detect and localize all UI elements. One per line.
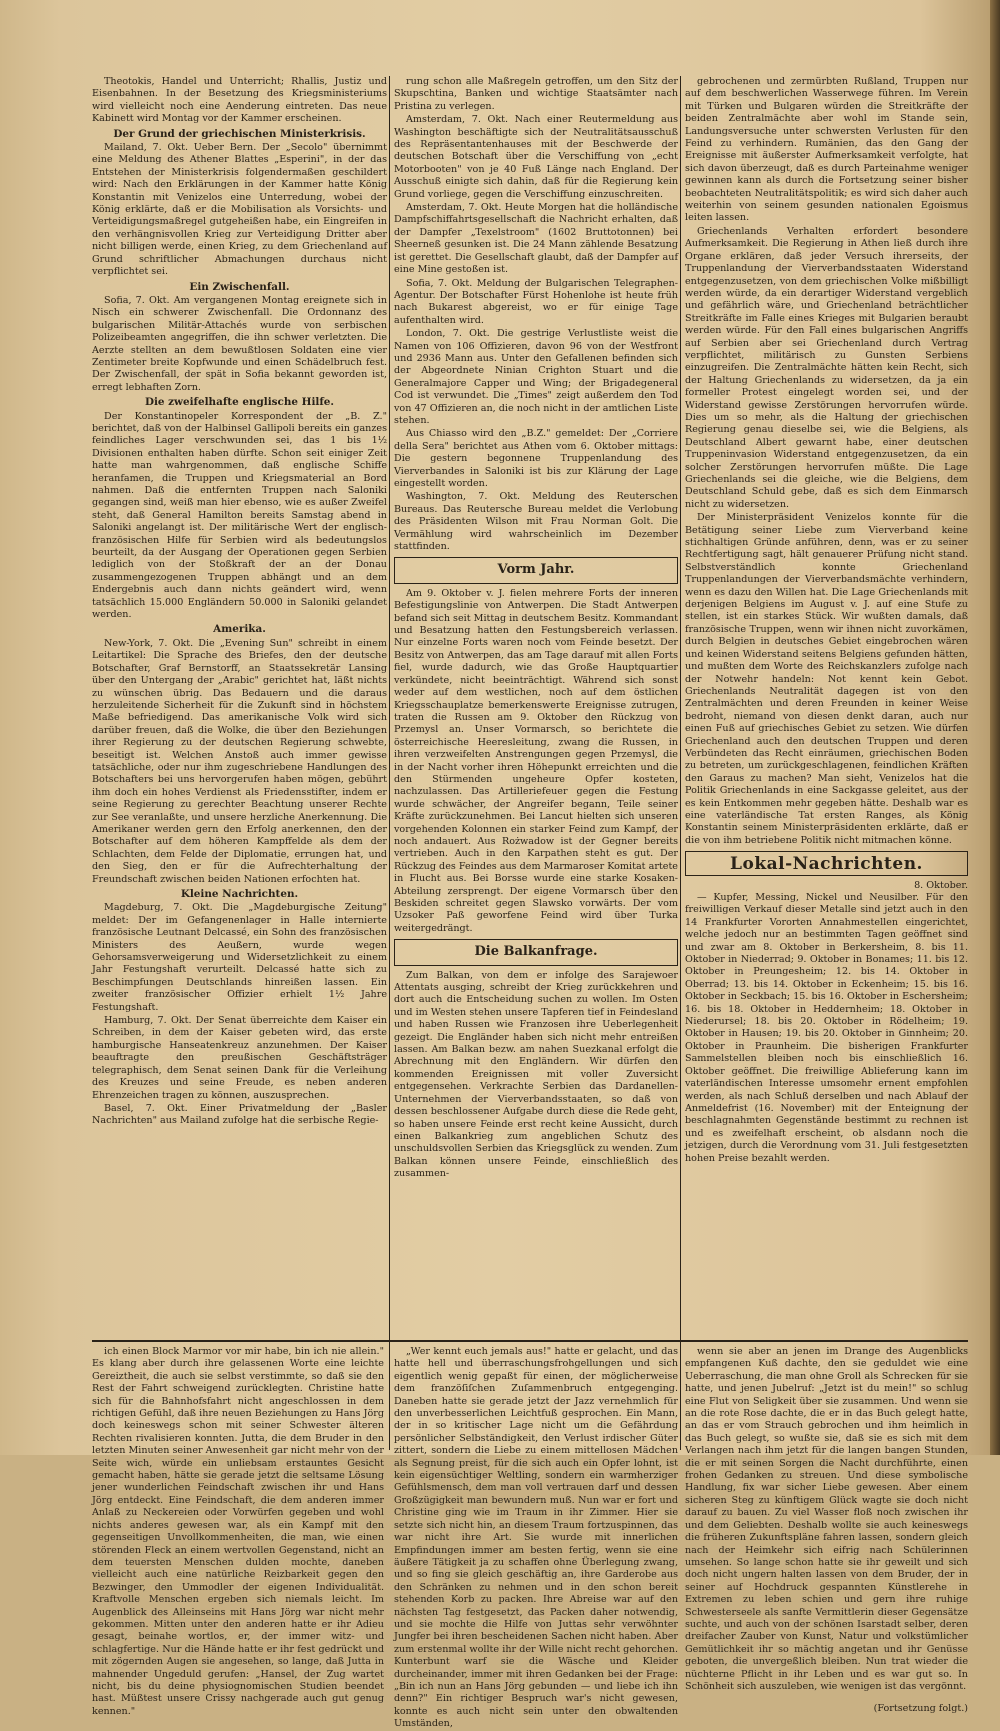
paragraph: Magdeburg, 7. Okt. Die „Magdeburgische Zeitung" meldet: Der im Gefangenenlager in Halle internierte französische Leutnant Delcassé, ein Sohn des französischen Ministers des Aeußern, wurde wegen Gehorsamsverweigerung und Widersetzlichkeit zu einem Jahr Festungshaft verurteilt. Delcassé hatte sich zu Beschimpfungen Deutschlands hinreißen lassen. Ein zweiter französischer Offizier erhielt 1½ Jahre Festungshaft. bbox=[92, 902, 387, 1013]
continuation-note: (Fortsetzung folgt.) bbox=[873, 1703, 968, 1715]
paragraph: Basel, 7. Okt. Einer Privatmeldung der „Basler Nachrichten" aus Mailand zufolge hat die serbische Regie- bbox=[92, 1102, 387, 1127]
paragraph: rung schon alle Maßregeln getroffen, um den Sitz der Skupschtina, Banken und wichtige Staatsämter nach Pristina zu verlegen. bbox=[394, 76, 678, 112]
headline: Kleine Nachrichten. bbox=[180, 888, 299, 900]
paragraph: Mailand, 7. Okt. Ueber Bern. Der „Secolo" übernimmt eine Meldung des Athener Blattes „Esperini", in der das Entstehen der Ministerkrisis folgendermaßen geschildert wird: Nach den Erklärungen in der Kammer hatte König Konstantin mit Venizelos eine Unterredung, wobei der König erklärte, daß er die Mobilisation als Vorsichts- und Verteidigungsmaßregel gutgeheißen habe, ein Eingreifen in den verhängnisvollen Krieg zur Verteidigung Dritter aber nicht billigen werde, einen Krieg, zu dem Griechenland auf Grund schriftlicher Abmachungen durchaus nicht verpflichtet sei. bbox=[92, 142, 387, 278]
page-edge bbox=[990, 0, 1000, 1455]
section-title: Die Balkanfrage. bbox=[474, 944, 598, 960]
column-rule bbox=[389, 76, 390, 1450]
paragraph: Aus Chiasso wird den „B.Z." gemeldet: Der „Corriere della Sera" berichtet aus Athen vom 6. Oktober mittags: Die gestern begonnene Truppenlandung des Vierverbandes in Saloniki ist bis zur Klärung der Lage eingestellt worden. bbox=[394, 428, 678, 489]
paragraph: Der Ministerpräsident Venizelos konnte für die Betätigung seiner Liebe zum Vierverband keine stichhaltigen Gründe anführen, denn, was er zu seiner Rechtfertigung sagt, hält genauerer Prüfung nicht stand. Selbstverständlich konnte Griechenland Truppenlandungen der Vierverbandsmächte verhindern, wenn es dazu den Willen hat. Die Lage Griechenlands mit derjenigen Belgiens im August v. J. auf eine Stufe zu stellen, ist ein starkes Stück. Wir wußten damals, daß französische Truppen, wenn wir ihnen nicht zuvorkämen, durch Belgien in deutsches Gebiet eingebrochen wären und keinen Widerstand seitens Belgiens gefunden hätten, und mußten dem Worte des Reichskanzlers zufolge nach der Notwehr handeln: Not kennt kein Gebot. Griechenlands Neutralität dagegen ist von den Zentralmächten und deren Freunden in keiner Weise bedroht, niemand von diesen denkt daran, auch nur einen Fuß auf griechisches Gebiet zu setzen. Wie dürfen Griechenland auch den deutschen Truppen und deren Verbündeten das Recht einräumen, griechischen Boden zu betreten, um zurückgeschlagenen, feindlichen Kräften den Garaus zu machen? Man sieht, Venizelos hat die Politik Griechenlands in eine Sackgasse geleitet, aus der es kein Entkommen mehr gegeben hätte. Deshalb war es eine vaterländische Tat ersten Ranges, als König Konstantin seinem Ministerpräsidenten erklärte, daß er die von ihm betriebene Politik nicht mitmachen könne. bbox=[685, 512, 968, 846]
paragraph: Hamburg, 7. Okt. Der Senat überreichte dem Kaiser ein Schreiben, in dem der Kaiser gebeten wird, das erste hamburgische Hanseatenkreuz anzunehmen. Der Kaiser beauftragte den preußischen Geschäftsträger telegraphisch, dem Senat seinen Dank für die Verleihung des Kreuzes und seine Freude, es neben anderen Ehrenzeichen tragen zu können, auszusprechen. bbox=[92, 1015, 387, 1101]
paragraph: Theotokis, Handel und Unterricht; Rhallis, Justiz und Eisenbahnen. In der Besetzung des Kriegsministeriums wird vielleicht noch eine Aenderung eintreten. Das neue Kabinett wird Montag vor der Kammer erscheinen. bbox=[92, 76, 387, 125]
paragraph: New-York, 7. Okt. Die „Evening Sun" schreibt in einem Leitartikel: Die Sprache des Briefes, den der deutsche Botschafter, Graf Bernstorff, an Staatssekretär Lansing über den Untergang der „Arabic" gerichtet hat, läßt nichts zu wünschen übrig. Das Bedauern und die daraus herzuleitende Sicherheit für die Zukunft sind in höchstem Maße befriedigend. Das amerikanische Volk wird sich darüber freuen, daß die Wolke, die über den Beziehungen ihrer Regierung zu der deutschen Regierung schwebte, beseitigt ist. Welchen Anstoß auch immer gewisse tatsächliche, oder nur ihm zugeschriebene Handlungen des Botschafters bei uns hervorgerufen haben mögen, gebührt ihm doch ein hohes Verdienst als Friedensstifter, indem er seine Regierung zu gerechter Beachtung unserer Rechte zur See veranlaßte, und unsere herzliche Anerkennung. Die Amerikaner werden gern den Erfolg anerkennen, den der Botschafter auf dem höheren Kampffelde als dem der Schlachten, dem Felde der Diplomatie, errungen hat, und den Sieg, den er für die Aufrechterhaltung der Freundschaft zwischen beiden Nationen erfochten hat. bbox=[92, 637, 387, 885]
paragraph: Amsterdam, 7. Okt. Heute Morgen hat die holländische Dampfschiffahrtsgesellschaft die Nachricht erhalten, daß der Dampfer „Texelstroom" (1602 Bruttotonnen) bei Sheerneß gesunken ist. Die 24 Mann zählende Besatzung ist gerettet. Die Gesellschaft glaubt, daß der Dampfer auf eine Mine gestoßen ist. bbox=[394, 202, 678, 276]
paragraph: Griechenlands Verhalten erfordert besondere Aufmerksamkeit. Die Regierung in Athen ließ durch ihre Organe erklären, daß jeder Versuch ihrerseits, der Truppenlandung der Vierverbandsstaaten Widerstand entgegenzusetzen, von dem griechischen Volke mißbilligt werden würde, da ein derartiger Widerstand vergeblich und gefährlich wäre, und Griechenland beträchtlicher Streitkräfte im Falle eines Krieges mit Bulgarien beraubt werden würde. Für den Fall eines bulgarischen Angriffs auf Serbien aber sei Griechenland durch Vertrag verpflichtet, militärisch zu Gunsten Serbiens einzugreifen. Die Zentralmächte hätten kein Recht, sich der Haltung Griechenlands zu widersetzen, da ja ein formeller Protest eingelegt worden sei, und der Widerstand gewisse Zerstörungen hervorrufen würde. Dies um so mehr, als die Haltung der griechischen Regierung genau dieselbe sei, wie die Belgiens, als Deutschland Albert gewarnt habe, einer deutschen Truppeninvasion Widerstand entgegenzusetzen, da ein solcher Zerstörungen hervorrufen müßte. Die Lage Griechenlands sei die gleiche, wie die Belgiens, dem Deutschland Schuld gebe, daß es sich dem Einmarsch nicht zu widersetzen. bbox=[685, 225, 968, 510]
headline: Ein Zwischenfall. bbox=[189, 280, 290, 293]
section-box bbox=[685, 851, 968, 875]
paragraph: ich einen Block Marmor vor mir habe, bin ich nie allein." Es klang aber durch ihre gelassenen Worte eine leichte Gereiztheit, die auch sie selbst verstimmte, so daß sie den Rest der Fahrt schweigend zurücklegten. Christine hatte sich für die Bahnhofsfahrt nicht angeschlossen in dem richtigen Gefühl, daß ihre neuen Beziehungen zu Hans Jörg doch keineswegs schon mit seiner Schwester älteren Rechten rivalisieren konnten. Jutta, die dem Bruder in den letzten Minuten seiner Anwesenheit gar nicht mehr von der Seite wich, würde ein unliebsam erstauntes Gesicht gemacht haben, hätte sie gerade jetzt die seltsame Lösung jener wunderlichen Feindschaft zwischen ihr und Hans Jörg entdeckt. Eine Feindschaft, die dem anderen immer Anlaß zu Neckereien oder Vorwürfen gegeben und wohl nichts anderes gewesen war, als ein Kampf mit den gegenseitigen Unvollkommenheiten, die man, wie einen störenden Fleck an einem wertvollen Gegenstand, nicht an dem teuersten Menschen dulden mochte, daneben vielleicht auch eine natürliche Reizbarkeit gegen den Bezwinger, den Ummodler der eigenen Individualität. Kraftvolle Menschen ergeben sich niemals leicht. Im Augenblick des Alleinseins mit Hans Jörg war nicht mehr gekommen. Mitten unter den anderen hatte er ihr Adieu gesagt, beinahe wortlos, er, der immer witz- und schlagfertige. Nur die Hände hatte er ihr fest gedrückt und mit zögernden Augen sie angesehen, so lange, daß Jutta in mahnender Ungeduld gerufen: „Hansel, der Zug wartet nicht, bis du deine physiognomischen Studien beendet hast. Müßtest unsere Crissy nachgerade auch gut genug kennen." bbox=[92, 1346, 384, 1717]
paragraph: wenn sie aber an jenen im Drange des Augenblicks empfangenen Kuß dachte, den sie geduldet wie eine Ueberraschung, die man ohne Groll als Schrecken für sie hatte, und jenen Jubelruf: „Jetzt ist du mein!" so schlug eine Flut von Seligkeit über sie zusammen. Und wenn sie an die rote Rose dachte, die er in das Buch gelegt hatte, an das er vom Strauch gebrochen und ihm heimlich in das Buch gelegt, so wußte sie, daß sie es sich mit dem Verlangen nach ihm jetzt für die langen bangen Stunden, die er mit seinen Sorgen die Nacht durchführte, einen frohen Gedanken zu streuen. Und diese symbolische Handlung, fix war sicher Liebe gewesen. Aber einem sicheren Steg zu künftigem Glück wagte sie doch nicht darauf zu bauen. Zu viel Wasser floß noch zwischen ihr und dem Geliebten. Deshalb wollte sie auch keineswegs die früheren Zukunftspläne fahren lassen, sondern gleich nach der Heimkehr sich eifrig nach Schülerinnen umsehen. So lange schon hatte sie ihr geweilt und sich doch nicht ungern halten lassen von dem Bruder, der in seiner auf Hochdruck gespannten Künstlerehe in Extremen zu leben schien und gern ihre ruhige Schwesterseele als sanfte Vermittlerin dieser Gegensätze suchte, und auch von der schönen Isarstadt selber, deren dreifacher Zauber von Kunst, Natur und volkstümlicher Gemütlichkeit ihr so mächtig angetan und ihr Genüsse geboten, die unvergeßlich bleiben. Nun trat wieder die nüchterne Pflicht in ihr Leben und es war gut so. In Schönheit sich auszuleben, wie wenigen ist das vergönnt. bbox=[685, 1346, 968, 1692]
section-box bbox=[394, 939, 678, 965]
headline: Die zweifelhafte englische Hilfe. bbox=[144, 396, 335, 409]
section-title: Lokal-Nachrichten. bbox=[730, 854, 923, 875]
column-1 bbox=[92, 76, 387, 1338]
paragraph: Der Konstantinopeler Korrespondent der „B. Z." berichtet, daß von der Halbinsel Gallipoli bereits ein ganzes feindliches Lager verschwunden sei, das 1 bis 1½ Divisionen enthalten haben dürfte. Schon seit einiger Zeit hatte man wahrgenommen, daß englische Schiffe heranfamen, die Truppen und Kriegsmaterial an Bord nahmen. Daß die entfernten Truppen nach Saloniki gegangen sind, weiß man hier ebenso, wie es außer Zweifel steht, daß General Hamilton bereits Samstag abend in Saloniki angelangt ist. Der militärische Wert der englisch-französischen Hilfe für Serbien wird als bedeutungslos beurteilt, da der Ausgang der Operationen gegen Serbien lediglich von der Stoßkraft der an der Donau zusammengezogenen Truppen abhängt und an dem Endergebnis auch dann nichts geändert wird, wenn tatsächlich 15.000 Engländern 50.000 in Saloniki gelandet werden. bbox=[92, 410, 387, 621]
headline: Amerika. bbox=[213, 623, 266, 636]
paragraph: gebrochenen und zermürbten Rußland, Truppen nur auf dem beschwerlichen Wasserwege führen. Im Verein mit Türken und Bulgaren würden die Streitkräfte der beiden Zentralmächte aber wohl im Stande sein, Landungsversuche unter schwersten Verlusten für den Feind zu verhindern. Rumänien, das den Gang der Ereignisse mit äußerster Aufmerksamkeit verfolgte, hat sich davon überzeugt, daß es durch Parteinahme weniger gewinnen kann als durch die Fortsetzung seiner bisher beobachteten Neutralitätspolitik; es wird sich daher auch weiterhin von seinem gesunden nationalen Egoismus leiten lassen. bbox=[685, 76, 968, 224]
paragraph: Sofia, 7. Okt. Meldung der Bulgarischen Telegraphen-Agentur. Der Botschafter Fürst Hohenlohe ist heute früh nach Bukarest abgereist, wo er für einige Tage aufenthalten wird. bbox=[394, 277, 678, 326]
paragraph: Am 9. Oktober v. J. fielen mehrere Forts der inneren Befestigungslinie von Antwerpen. Die Stadt Antwerpen befand sich seit Mittag in deutschem Besitz. Kommandant und Besatzung hatten den Festungsbereich verlassen. Nur einzelne Forts waren noch vom Feinde besetzt. Der Besitz von Antwerpen, das am Tage darauf mit allen Forts fiel, wurde dadurch, wie das Große Hauptquartier verkündete, nicht beeinträchtigt. Während sich sonst weder auf dem westlichen, noch auf dem östlichen Kriegsschauplatze bemerkenswerte Ereignisse zutrugen, traten die Russen am 9. Oktober den Rückzug von Przemysl an. Unser Vormarsch, so berichtete die österreichische Heeresleitung, zwang die Russen, in ihren verzweifelten Anstrengungen gegen Przemysl, die in der Nacht vorher ihren Höhepunkt erreichten und die den Stürmenden ungeheure Opfer kosteten, nachzulassen. Das Artilleriefeuer gegen die Festung wurde schwächer, der Angreifer begann, Teile seiner Kräfte zurückzunehmen. Bei Lancut hielten sich unseren vorgehenden Kolonnen ein starker Feind zum Kampf, der noch andauert. Aus Rożwadow ist der Gegner bereits vertrieben. Auch in den Karpathen steht es gut. Der Rückzug des Feindes aus dem Marmaroser Komitat artete in Flucht aus. Bei Borsse wurde eine starke Kosaken-Abteilung zersprengt. Der eigene Vormarsch über den Beskiden schreitet gegen Slawsko vorwärts. Der vom Uzsoker Paß geworfene Feind wird über Turka weitergedrängt. bbox=[394, 587, 678, 934]
column-rule bbox=[680, 76, 681, 1450]
section-title: Vorm Jahr. bbox=[497, 562, 575, 578]
paragraph: Amsterdam, 7. Okt. Nach einer Reutermeldung aus Washington beschäftigte sich der Neutralitätsausschuß des Repräsentantenhauses mit der Beschwerde der deutschen Botschaft über die Verschiffung von „echt Motorbooten" von je 40 Fuß Länge nach England. Der Ausschuß einigte sich dahin, daß für die Regierung kein Grund vorliege, gegen die Verschiffung einzuschreiten. bbox=[394, 114, 678, 200]
paragraph: Washington, 7. Okt. Meldung des Reuterschen Bureaus. Das Reutersche Bureau meldet die Verlobung des Präsidenten Wilson mit Frau Norman Golt. Die Vermählung wird wahrscheinlich im Dezember stattfinden. bbox=[394, 491, 678, 553]
column-3 bbox=[685, 76, 968, 1338]
feuilleton-column-2 bbox=[394, 1346, 678, 1730]
paragraph: London, 7. Okt. Die gestrige Verlustliste weist die Namen von 106 Offizieren, davon 96 von der Westfront und 2936 Mann aus. Unter den Gefallenen befinden sich der Abgeordnete Ninian Crighton Stuart und die Generalmajore Capper und Wing; der Brigadegeneral Cod ist verwundet. Die „Times" zeigt außerdem den Tod von 47 Offizieren an, die noch nicht in der amtlichen Liste stehen. bbox=[394, 328, 678, 426]
feuilleton-column-3 bbox=[685, 1346, 968, 1715]
headline: Der Grund der griechischen Ministerkrisis. bbox=[113, 127, 366, 140]
section-box bbox=[394, 557, 678, 583]
feuilleton-column-1 bbox=[92, 1346, 384, 1717]
paragraph: Zum Balkan, von dem er infolge des Sarajewoer Attentats ausging, schreibt der Krieg zurückkehren und dort auch die Entscheidung suchen zu wollen. Im Osten und im Westen stehen unsere Tapferen tief in Feindesland und haben Russen wie Franzosen ihre Ueberlegenheit gezeigt. Die Engländer haben sich nicht mehr entreißen lassen. Am Balkan bezw. am nahen Suezkanal erfolgt die Abrechnung mit den Engländern. Wir dürfen den kommenden Ereignissen mit voller Zuversicht entgegensehen. Verkrachte Serbien das Dardanellen-Unternehmen der Vierverbandsstaaten, so daß von dessen beschlossener Aufgabe durch diese die Rede geht, so haben unsere Feinde erst recht keine Aussicht, durch einen Balkankrieg zum angeblichen Schutz des unschuldsvollen Serbien das Kriegsglück zu wenden. Zum Balkan können unsere Feinde, einschließlich des zusammen- bbox=[394, 969, 678, 1180]
feuilleton-divider bbox=[92, 1340, 968, 1342]
column-2 bbox=[394, 76, 678, 1338]
dateline: 8. Oktober. bbox=[914, 879, 968, 891]
paragraph: — Kupfer, Messing, Nickel und Neusilber. Für den freiwilligen Verkauf dieser Metalle sind jetzt auch in den 14 Frankfurter Vororten Annahmestellen eingerichtet, welche jedoch nur an bestimmten Tagen geöffnet sind und zwar am 8. Oktober in Berkersheim, 8. bis 11. Oktober in Niederrad; 9. Oktober in Bonames; 11. bis 12. Oktober in Preungesheim; 12. bis 14. Oktober in Oberrad; 13. bis 14. Oktober in Eckenheim; 15. bis 16. Oktober in Seckbach; 15. bis 16. Oktober in Eschersheim; 16. bis 18. Oktober in Heddernheim; 18. Oktober in Niederursel; 18. bis 20. Oktober in Rödelheim; 19. Oktober in Hausen; 19. bis 20. Oktober in Ginnheim; 20. Oktober in Praunheim. Die bisherigen Frankfurter Sammelstellen bleiben noch bis einschließlich 16. Oktober geöffnet. Die freiwillige Ablieferung kann im vaterländischen Interesse umsomehr ernent empfohlen werden, als nach Schluß derselben und nach Ablauf der Anmeldefrist (16. November) mit der Enteignung der beschlagnahmten Gegenstände bestimmt zu rechnen ist und es zweifelhaft erscheint, ob alsdann noch die jetzigen, durch die Verordnung vom 31. Juli festgesetzten hohen Preise bezahlt werden. bbox=[685, 892, 968, 1164]
paragraph: Sofia, 7. Okt. Am vergangenen Montag ereignete sich in Nisch ein schwerer Zwischenfall. Die Ordonnanz des bulgarischen Militär-Attachés wurde von serbischen Polizeibeamten angegriffen, die ihn schwer verletzten. Die Aerzte stellten an dem bewußtlosen Soldaten eine vier Zentimeter breite Kopfwunde und einen Schädelbruch fest. Der Zwischenfall, der spät in Sofia bekannt geworden ist, erregt lebhaften Zorn. bbox=[92, 294, 387, 393]
paragraph: „Wer kennt euch jemals aus!" hatte er gelacht, und das hatte hell und überraschungsfrohgellungen und sich eigentlich wenig gepaßt für einen, der möglicherweise dem franzöſiſchen Zuſammenbruch entgegenging. Daneben hatte sie gerade jetzt der Jazz vernehmlich für den unverbesserlichen Leichtfuß gesprochen. Ein Mann, der in so kritischer Lage nicht um die Gefährdung persönlicher Selbständigkeit, den Verlust irdischer Güter zittert, sondern die Liebe zu einem mittellosen Mädchen als Segnung preist, für die sich auch ein Opfer lohnt, ist kein eigensüchtiger Weltling, sondern ein warmherziger Gefühlsmensch, dem man voll vertrauen darf und dessen Großzügigkeit man bewundern muß. Nun war er fort und Christine ging wie im Traum in ihr Zimmer. Hier sie setzte sich nicht hin, an diesem Traum fortzuspinnen, das war nicht ihre Art. Sie wurde mit innerlichen Empfindungen immer am besten fertig, wenn sie eine äußere Tätigkeit ja zu schaffen ohne Überlegung zwang, und so fing sie gleich geschäftig an, ihre Garderobe aus den Schränken zu nehmen und in den schon bereit stehenden Korb zu packen. Ihre Abreise war auf den nächsten Tag festgesetzt, das Packen daher notwendig, und sie mochte die Hilfe von Juttas sehr verwöhnter Jungfer bei ihren bescheidenen Sachen nicht haben. Aber zum erstenmal wollte ihr der Wille nicht recht gehorchen. Kunterbunt warf sie die Wäsche und Kleider durcheinander, immer mit ihren Gedanken bei der Frage: „Bin ich nun an Hans Jörg gebunden — und liebe ich ihn denn?" Ein richtiger Bespruch war's nicht gewesen, konnte es auch nicht sein unter den obwaltenden Umständen, bbox=[394, 1346, 678, 1730]
